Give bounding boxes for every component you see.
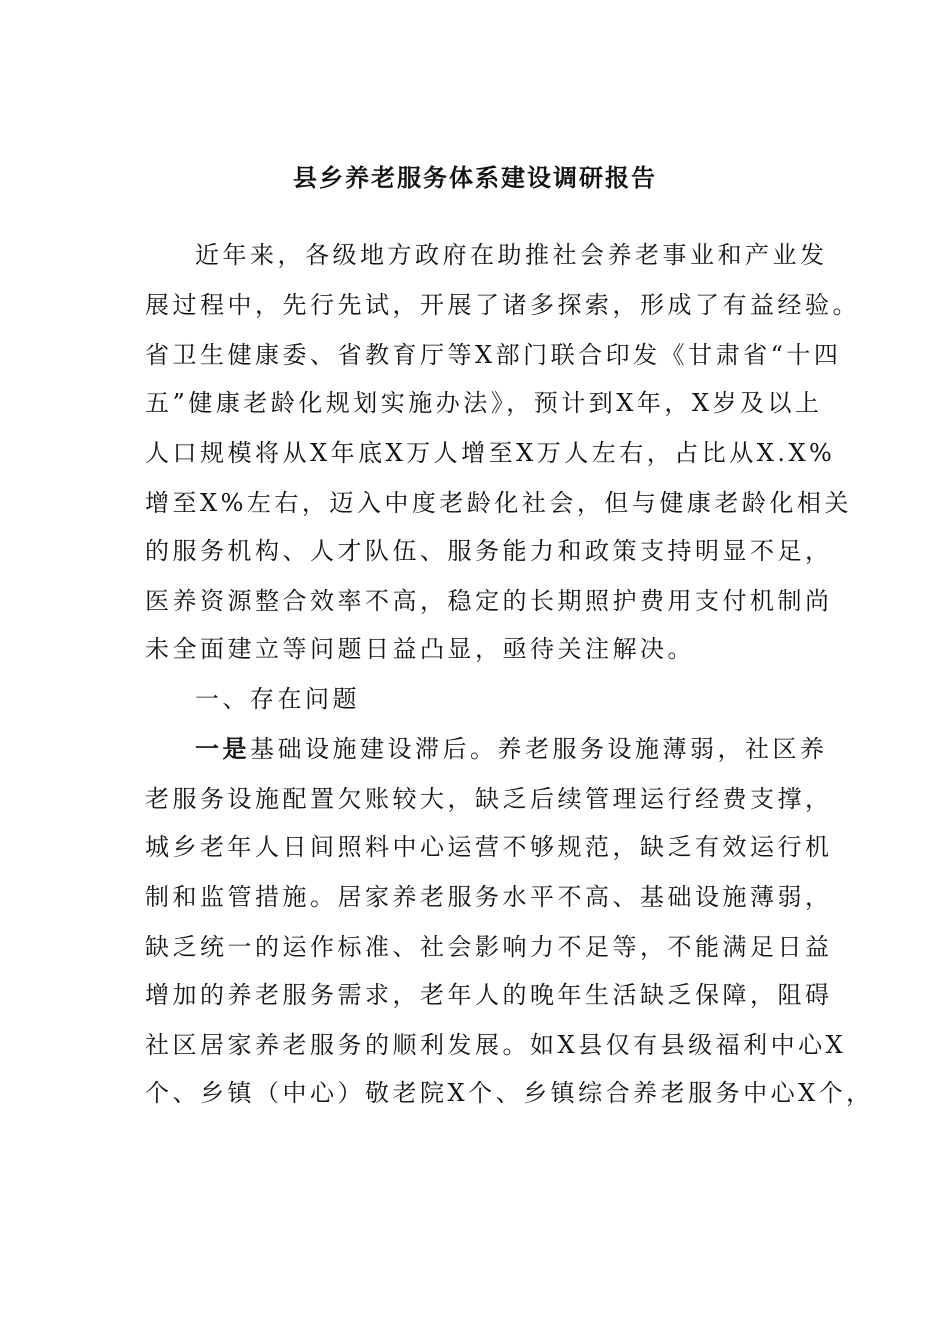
- point-one-first-line: [195, 731, 828, 767]
- paragraph-line: 人口规模将从X年底X万人增至X万人左右，占比从X.X%: [145, 439, 836, 467]
- paragraph-line: 缺乏统一的运作标准、社会影响力不足等，不能满足日益: [145, 933, 833, 961]
- paragraph-line: 社区居家养老服务的顺利发展。如X县仅有县级福利中心X: [145, 1031, 847, 1059]
- paragraph-line: 未全面建立等问题日益凸显，亟待关注解决。: [145, 635, 695, 663]
- point-one-label: 一是: [195, 734, 250, 763]
- paragraph-line: 个、乡镇（中心）敬老院X个、乡镇综合养老服务中心X个，: [145, 1079, 874, 1107]
- paragraph-line: 老服务设施配置欠账较大，缺乏后续管理运行经费支撑，: [145, 785, 833, 813]
- paragraph-line: 五”健康老龄化规划实施办法》，预计到X年，X岁及以上: [145, 389, 823, 417]
- paragraph-line: 的服务机构、人才队伍、服务能力和政策支持明显不足，: [145, 537, 833, 565]
- paragraph-line: 展过程中，先行先试，开展了诸多探索，形成了有益经验。: [145, 291, 860, 319]
- paragraph-line: 医养资源整合效率不高，稳定的长期照护费用支付机制尚: [145, 587, 833, 615]
- paragraph-line: 城乡老年人日间照料中心运营不够规范，缺乏有效运行机: [145, 833, 833, 861]
- paragraph-line: 增至X%左右，迈入中度老龄化社会，但与健康老龄化相关: [145, 489, 852, 517]
- document-title: 县乡养老服务体系建设调研报告: [293, 163, 657, 192]
- paragraph-line: 制和监管措施。居家养老服务水平不高、基础设施薄弱，: [145, 883, 833, 911]
- section-heading: 一、存在问题: [195, 685, 360, 713]
- paragraph-line: 省卫生健康委、省教育厅等X部门联合印发《甘肃省“十四: [145, 341, 842, 369]
- point-one-first-text: 基础设施建设滞后。养老服务设施薄弱，社区养: [250, 735, 828, 763]
- paragraph-line: 增加的养老服务需求，老年人的晚年生活缺乏保障，阻碍: [145, 981, 833, 1009]
- paragraph-line: 近年来，各级地方政府在助推社会养老事业和产业发: [195, 241, 828, 269]
